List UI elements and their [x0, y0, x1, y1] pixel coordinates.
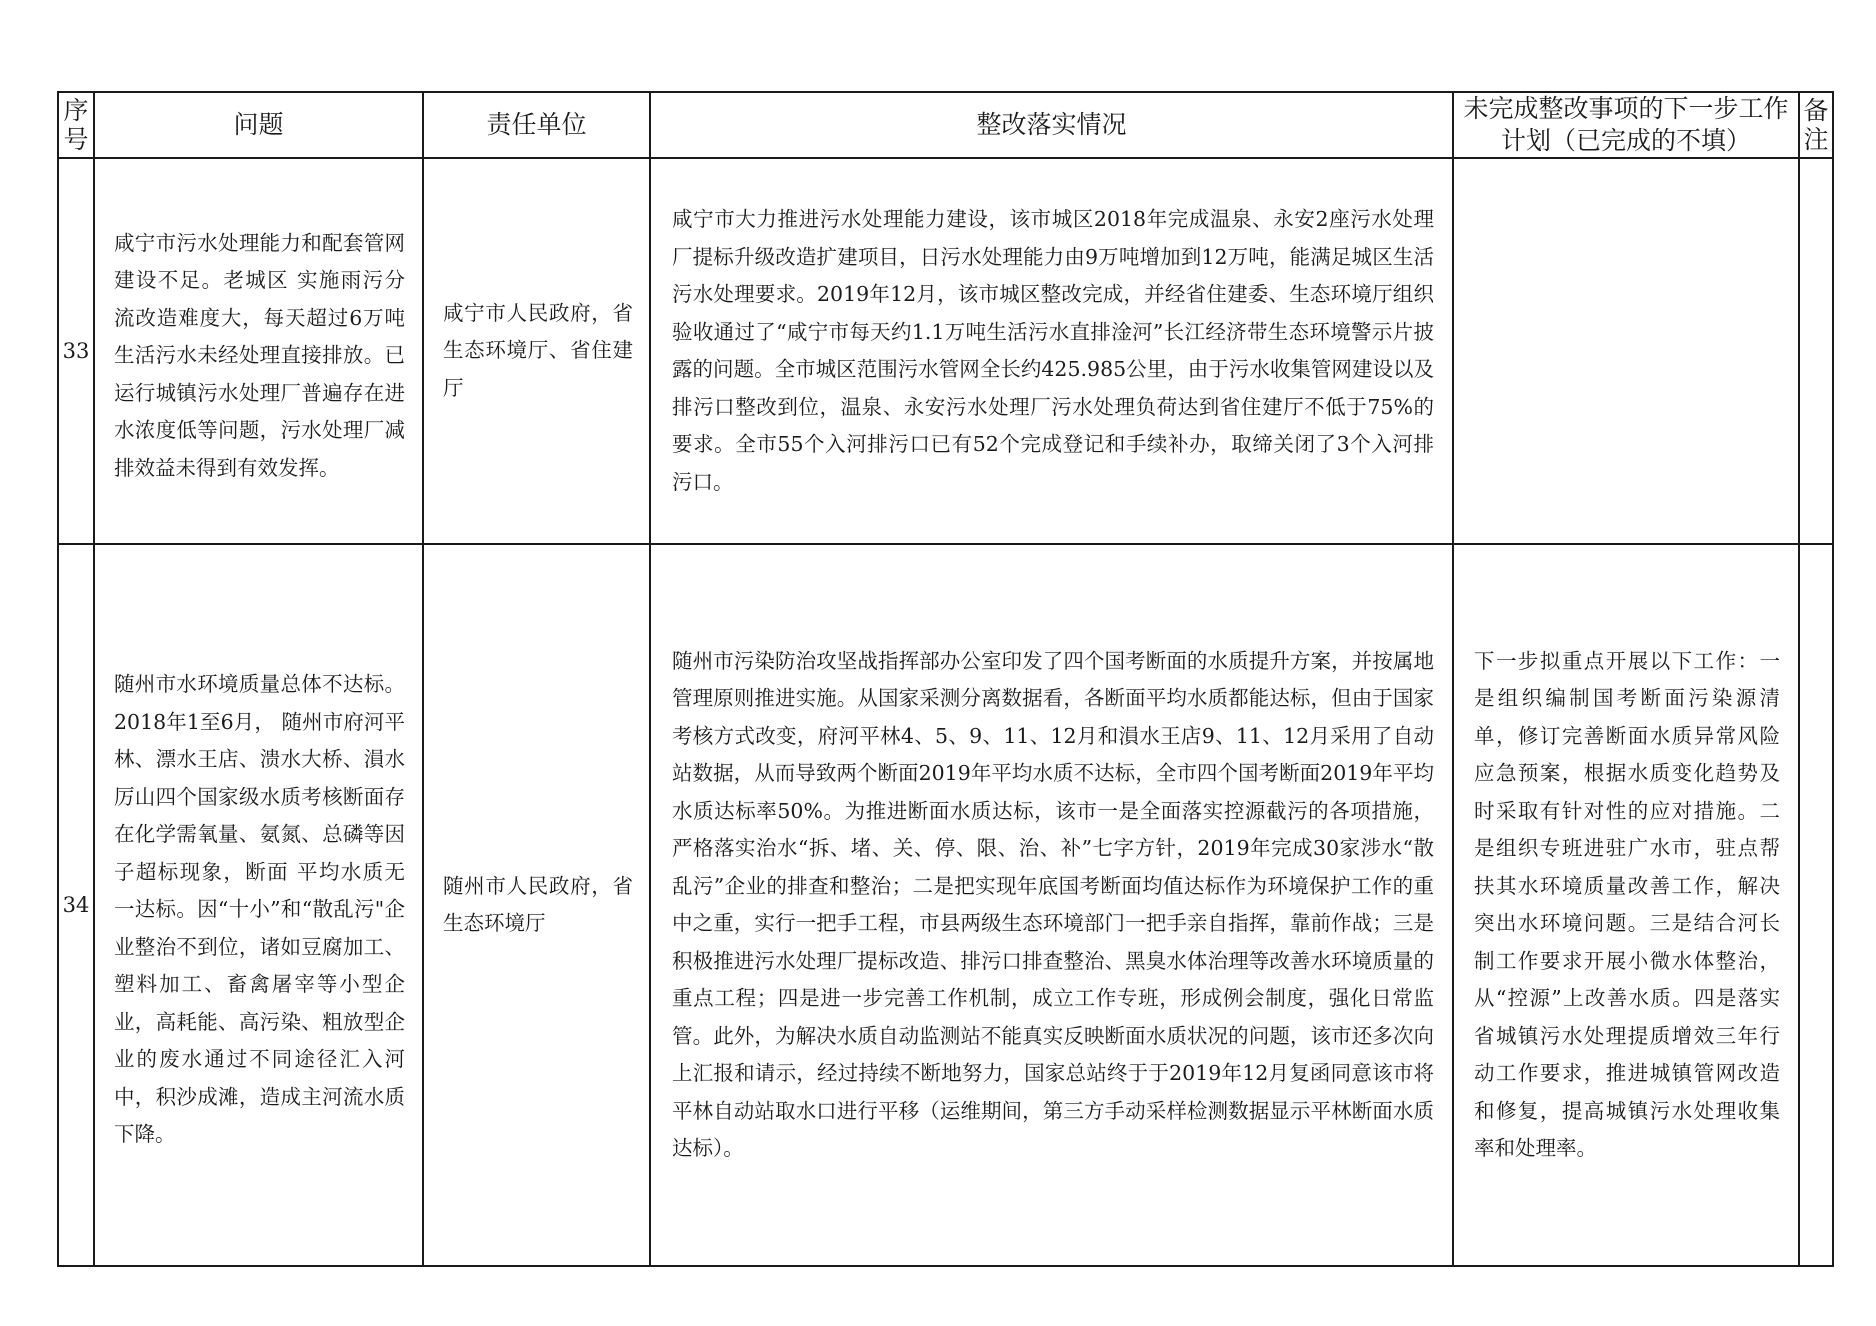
rectification-status-cell: 随州市污染防治攻坚战指挥部办公室印发了四个国考断面的水质提升方案，并按属地管理原则推进实施。从国家采测分离数据看，各断面平均水质都能达标，但由于国家考核方式改变，府河平林4、5、9、11、12月和溳水王店9、11、12月采用了自动站数据，从而导致两个断面2019年平均水质不达标，全市四个国考断面2019年平均水质达标率50%。为推进断面水质达标，该市一是全面落实控源截污的各项措施，严格落实治水“拆、堵、关、停、限、治、补”七字方针，2019年完成30家涉水“散乱污”企业的排查和整治；二是把实现年底国考断面均值达标作为环境保护工作的重中之重，实行一把手工程，市县两级生态环境部门一把手亲自指挥，靠前作战；三是积极推进污水处理厂提标改造、排污口排查整治、黑臭水体治理等改善水环境质量的重点工程；四是进一步完善工作机制，成立工作专班，形成例会制度，强化日常监管。此外，为解决水质自动监测站不能真实反映断面水质状况的问题，该市还多次向上汇报和请示，经过持续不断地努力，国家总站终于于2019年12月复函同意该市将平林自动站取水口进行平移（运维期间，第三方手动采样检测数据显示平林断面水质达标）。 — [650, 544, 1453, 1266]
row-number: 34 — [58, 544, 94, 1266]
issue-cell: 随州市水环境质量总体不达标。2018年1至6月， 随州市府河平林、漂水王店、溃水大桥、溳水厉山四个国家级水质考核断面存在化学需氧量、氨氮、总磷等因子超标现象，断面 平均水质无一达标。因“十小”和“散乱污"企业整治不到位，诸如豆腐加工、塑料加工、畜禽屠宰等小型企业，高耗能、高污染、粗放型企业的废水通过不同途径汇入河中，积沙成滩，造成主河流水质下降。 — [94, 544, 423, 1266]
rectification-table — [57, 91, 1834, 1267]
responsible-unit-cell: 咸宁市人民政府，省生态环境厅、省住建厅 — [423, 158, 650, 544]
header-plan: 未完成整改事项的下一步工作计划（已完成的不填） — [1453, 92, 1799, 158]
header-issue: 问题 — [94, 92, 423, 158]
issue-cell: 咸宁市污水处理能力和配套管网建设不足。老城区 实施雨污分流改造难度大，每天超过6万吨生活污水未经处理直接排放。已运行城镇污水处理厂普遍存在进水浓度低等问题，污水处理厂减排效益未得到有效发挥。 — [94, 158, 423, 544]
remark-cell — [1799, 544, 1833, 1266]
table-row — [58, 544, 1833, 1266]
remark-cell — [1799, 158, 1833, 544]
rectification-status-cell: 咸宁市大力推进污水处理能力建设，该市城区2018年完成温泉、永安2座污水处理厂提标升级改造扩建项目，日污水处理能力由9万吨增加到12万吨，能满足城区生活污水处理要求。2019年12月，该市城区整改完成，并经省住建委、生态环境厅组织验收通过了“咸宁市每天约1.1万吨生活污水直排淦河”长江经济带生态环境警示片披露的问题。全市城区范围污水管网全长约425.985公里，由于污水收集管网建设以及排污口整改到位，温泉、永安污水处理厂污水处理负荷达到省住建厅不低于75%的要求。全市55个入河排污口已有52个完成登记和手续补办，取缔关闭了3个入河排污口。 — [650, 158, 1453, 544]
header-row — [58, 92, 1833, 158]
next-step-plan-cell — [1453, 158, 1799, 544]
header-unit: 责任单位 — [423, 92, 650, 158]
header-remark: 备注 — [1799, 92, 1833, 158]
header-status: 整改落实情况 — [650, 92, 1453, 158]
next-step-plan-cell: 下一步拟重点开展以下工作：一是组织编制国考断面污染源清单，修订完善断面水质异常风险应急预案，根据水质变化趋势及时采取有针对性的应对措施。二是组织专班进驻广水市，驻点帮扶其水环境质量改善工作，解决突出水环境问题。三是结合河长制工作要求开展小微水体整治，从“控源”上改善水质。四是落实省城镇污水处理提质增效三年行动工作要求，推进城镇管网改造和修复，提高城镇污水处理收集率和处理率。 — [1453, 544, 1799, 1266]
row-number: 33 — [58, 158, 94, 544]
header-seq: 序号 — [58, 92, 94, 158]
responsible-unit-cell: 随州市人民政府，省生态环境厅 — [423, 544, 650, 1266]
table-row — [58, 158, 1833, 544]
